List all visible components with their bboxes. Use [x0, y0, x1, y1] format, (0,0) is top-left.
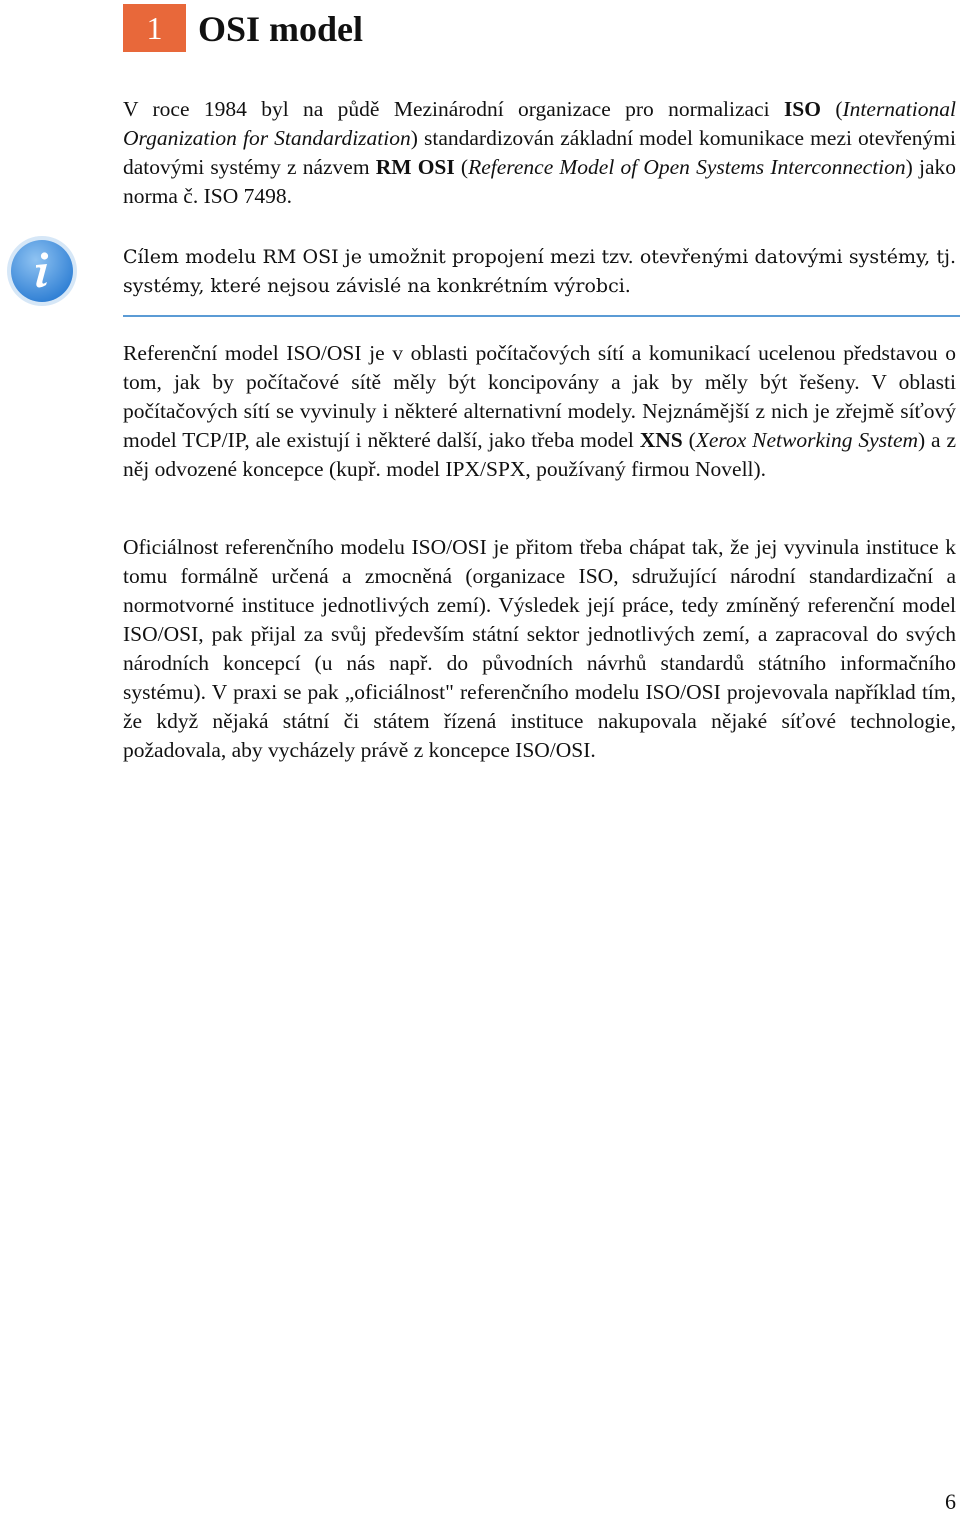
info-box: [123, 243, 960, 317]
term-xns: XNS: [639, 428, 683, 452]
info-icon: [5, 234, 79, 308]
term-rm-osi: RM OSI: [375, 155, 455, 179]
text-run: ) standardizován základní model komunikace mezi otevřenými datovými systémy z názvem: [123, 126, 956, 179]
text-run: (: [821, 97, 843, 121]
chapter-title: OSI model: [198, 9, 364, 49]
paragraph-officialness: Oficiálnost referenčního modelu ISO/OSI je přitom třeba chápat tak, že jej vyvinula instituce k tomu formálně určená a zmocněná (organizace ISO, sdružující národní standardizační a normotvorné instituce jednotlivých zemí). Výsledek její práce, tedy zmíněný referenční model ISO/OSI, pak přijal za svůj především státní sektor jednotlivých zemí, a zapracoval do svých národních koncepcí (u nás např. do původních návrhů standardů státního informačního systému). V praxi se pak „oficiálnost" referenčního modelu ISO/OSI projevovala například tím, že když nějaká státní či státem řízená instituce nakupovala nějaké síťové technologie, požadovala, aby vycházely právě z koncepce ISO/OSI.: [123, 535, 956, 762]
text-run: ) a z něj odvozené koncepce (kupř. model IPX/SPX, používaný firmou Novell).: [123, 428, 956, 481]
term-iso-expansion: International Organization for Standardization: [123, 97, 956, 150]
chapter-number: 1: [123, 4, 186, 52]
text-run: Referenční model ISO/OSI je v oblasti počítačových sítí a komunikací ucelenou představou o tom, jak by počítačové sítě měly být koncipovány a jak by měly být řešeny. V oblasti počítačových sítí se vyvinuly i některé alternativní modely. Nejznámější z nich je zřejmě síťový model TCP/IP, ale existují i některé další, jako třeba model: [123, 341, 956, 452]
paragraph-intro: [123, 95, 956, 211]
term-xns-expansion: Xerox Networking System: [695, 428, 919, 452]
text-run: V roce 1984 byl na půdě Mezinárodní organizace pro normalizaci: [123, 97, 784, 121]
page-number: 6: [945, 1489, 956, 1514]
term-rm-osi-expansion: Reference Model of Open Systems Interconnection: [468, 155, 906, 179]
text-run: (: [682, 428, 696, 452]
text-run: ) jako norma č. ISO 7498.: [123, 155, 956, 208]
paragraph-reference-model: [123, 339, 956, 484]
info-text: Cílem modelu RM OSI je umožnit propojení mezi tzv. otevřenými datovými systémy, tj. systémy, které nejsou závislé na konkrétním výrobci.: [123, 246, 956, 297]
term-iso: ISO: [783, 97, 821, 121]
text-run: (: [454, 155, 469, 179]
